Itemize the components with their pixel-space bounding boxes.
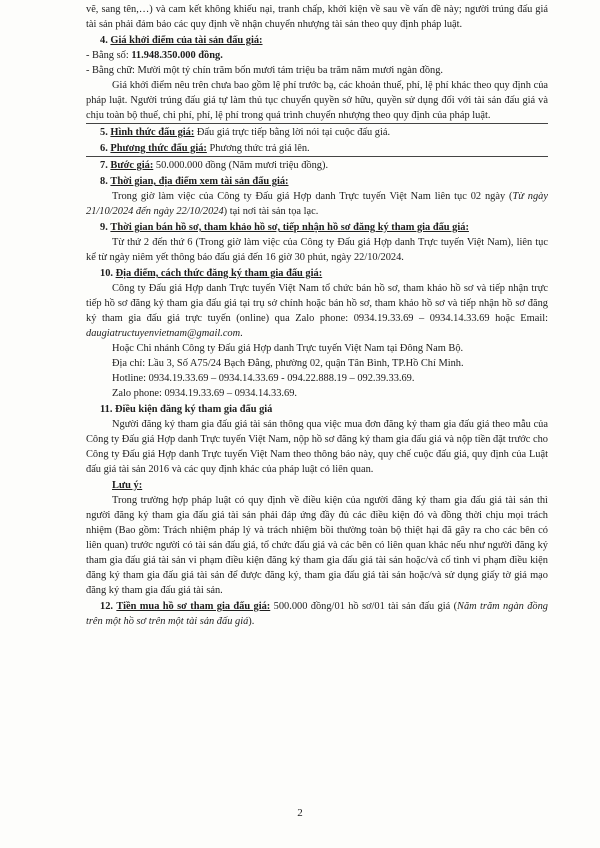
intro-paragraph: vẽ, sang tên,…) và cam kết không khiếu nại, tranh chấp, khởi kiện về sau về vấn đề này; người trúng đấu giá tài sản phải đảm bảo các quy định về nhận chuyển nhượng tài sản theo quy định pháp luật. (86, 4, 549, 30)
note-text: Trong trường hợp pháp luật có quy định về điều kiện của người đăng ký tham gia đấu giá tài sản thì người đăng ký tham gia đấu giá tài sản phải đáp ứng đầy đủ các điều kiện đó và đồng thời chịu mọi trách nhiệm (Bao gồm: Trách nhiệm pháp lý và trách nhiệm bồi thường toàn bộ thiệt hại đã gây ra cho các bên có liên quan) trước người có tài sản đấu giá, tổ chức đấu giá và các bên có liên quan khác nếu như người đăng ký tham gia đấu giá tài sản vi phạm điều kiện đăng ký tham gia đấu giá tài sản hoặc/và cố tình vi phạm điều kiện đăng ký tham gia đấu giá tài sản để được đăng ký, tham gia đấu giá tài sản hoặc/và sử dụng giấy tờ giả mạo đăng ký tham gia đấu giá tài sản. (86, 495, 548, 596)
section-10-zalo: Zalo phone: 0934.19.33.69 – 0934.14.33.69. (112, 388, 297, 399)
page-number: 2 (297, 807, 303, 819)
section-10-hotline: Hotline: 0934.19.33.69 – 0934.14.33.69 - 094.22.888.19 – 092.39.33.69. (112, 373, 415, 384)
section-8-text: Trong giờ làm việc của Công ty Đấu giá Hợp danh Trực tuyến Việt Nam liên tục 02 ngày (Từ ngày 21/10/2024 đến ngày 22/10/2024) tại nơi tài sản tọa lạc. (86, 191, 548, 217)
section-5: 5. Hình thức đấu giá: Đấu giá trực tiếp bằng lời nói tại cuộc đấu giá. (100, 127, 391, 138)
divider (86, 123, 548, 124)
section-4-heading: 4. Giá khởi điểm của tài sản đấu giá: (100, 35, 263, 46)
section-11-heading: 11. Điều kiện đăng ký tham gia đấu giá (100, 404, 273, 415)
divider (86, 156, 548, 157)
section-10-p1: Công ty Đấu giá Hợp danh Trực tuyến Việt Nam tổ chức bán hồ sơ, tham khảo hồ sơ và tiếp nhận trực tiếp hồ sơ đăng ký tham gia đấu giá tại trụ sở chính hoặc bán hồ sơ, tham khảo hồ sơ và tiếp nhận hồ sơ đăng ký tham gia đấu giá trực tuyến (online) qua Zalo phone: 0934.19.33.69 – 0934.14.33.69 hoặc Email: daugiatructuyenvietnam@gmail.com. (86, 283, 548, 339)
email-link[interactable]: daugiatructuyenvietnam@gmail.com (86, 328, 241, 339)
section-10-heading: 10. Địa điểm, cách thức đăng ký tham gia đấu giá: (100, 268, 323, 279)
section-10-p2: Hoặc Chi nhánh Công ty Đấu giá Hợp danh Trực tuyến Việt Nam tại Đông Nam Bộ. (112, 343, 464, 354)
section-12: 12. Tiền mua hồ sơ tham gia đấu giá: 500.000 đồng/01 hồ sơ/01 tài sản đấu giá (Năm trăm ngàn đồng trên một hồ sơ trên một tài sản đấu giá). (86, 601, 548, 627)
section-10-address: Địa chỉ: Lầu 3, Số A75/24 Bạch Đằng, phường 02, quận Tân Bình, TP.Hồ Chí Minh. (112, 358, 464, 369)
section-9-heading: 9. Thời gian bán hồ sơ, tham khảo hồ sơ, tiếp nhận hồ sơ đăng ký tham gia đấu giá: (100, 222, 469, 233)
section-4-note: Giá khởi điểm nêu trên chưa bao gồm lệ phí trước bạ, các khoản thuế, phí, lệ phí khác theo quy định của pháp luật. Người trúng đấu giá tự làm thủ tục chuyển quyền sở hữu, quyền sử dụng đối với tài sản đấu giá và chịu toàn bộ thuế, chi phí, phí, lệ phí trong quá trình chuyển nhượng theo quy định của pháp luật. (86, 80, 548, 121)
section-7: 7. Bước giá: 50.000.000 đồng (Năm mươi triệu đồng). (100, 160, 329, 171)
document-body (86, 2, 548, 629)
note-heading: Lưu ý: (112, 480, 143, 491)
section-6: 6. Phương thức đấu giá: Phương thức trả giá lên. (100, 143, 310, 154)
section-4-numeric: - Bằng số: 11.948.350.000 đồng. (86, 50, 223, 61)
section-4-words: - Bằng chữ: Mười một tỷ chín trăm bốn mươi tám triệu ba trăm năm mươi ngàn đồng. (86, 65, 444, 76)
section-11-text: Người đăng ký tham gia đấu giá tài sản thông qua việc mua đơn đăng ký tham gia đấu giá theo mẫu của Công ty Đấu giá Hợp danh Trực tuyến Việt Nam, nộp hồ sơ đăng ký tham gia đấu giá và nộp tiền đặt trước cho Công ty Đấu giá Hợp danh Trực tuyến Việt Nam theo thông báo này, quy chế cuộc đấu giá, quy định của Luật đấu giá tài sản 2016 và các quy định khác của pháp luật có liên quan. (86, 419, 548, 475)
section-9-text: Từ thứ 2 đến thứ 6 (Trong giờ làm việc của Công ty Đấu giá Hợp danh Trực tuyến Việt Nam), liên tục kể từ ngày niêm yết thông báo đấu giá đến 16 giờ 30 phút, ngày 22/10/2024. (86, 237, 548, 263)
section-8-heading: 8. Thời gian, địa điểm xem tài sản đấu giá: (100, 176, 289, 187)
